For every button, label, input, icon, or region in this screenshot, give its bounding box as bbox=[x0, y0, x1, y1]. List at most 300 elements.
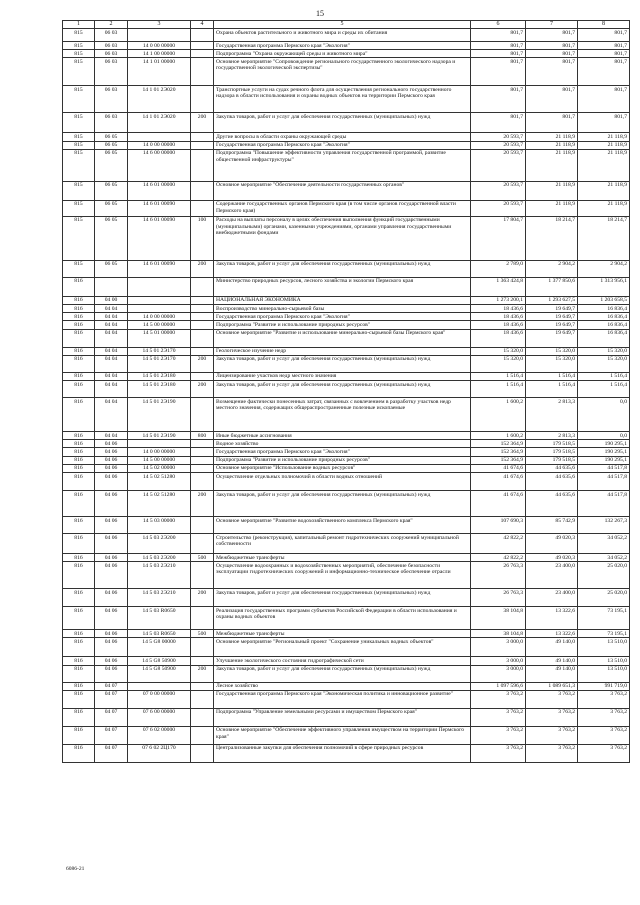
expense-type-cell bbox=[191, 682, 214, 690]
table-row bbox=[63, 744, 630, 762]
amount-year2-cell: 13 322,6 bbox=[526, 630, 578, 638]
dept-code-cell: 816 bbox=[63, 456, 95, 464]
item-name-cell: Централизованные закупки для обеспечения полномочий в сфере природных ресурсов bbox=[214, 744, 471, 762]
section-code-cell: 04 06 bbox=[95, 638, 128, 657]
target-article-cell: 14 1 01 00000 bbox=[128, 58, 191, 86]
expense-type-cell: 500 bbox=[191, 554, 214, 562]
amount-year2-cell: 13 322,6 bbox=[526, 607, 578, 630]
table-row bbox=[63, 665, 630, 682]
amount-year2-cell: 19 649,7 bbox=[526, 313, 578, 321]
section-code-cell: 04 04 bbox=[95, 398, 128, 432]
item-name-cell: Министерство природных ресурсов, лесного хозяйства и экологии Пермского края bbox=[214, 277, 471, 296]
section-code-cell: 04 06 bbox=[95, 456, 128, 464]
amount-year2-cell: 15 320,0 bbox=[526, 355, 578, 372]
dept-code-cell: 815 bbox=[63, 216, 95, 260]
target-article-cell: 07 0 00 00000 bbox=[128, 690, 191, 708]
amount-year3-cell: 21 118,9 bbox=[578, 181, 630, 200]
amount-year1-cell: 2 789,0 bbox=[471, 260, 526, 277]
amount-year3-cell: 1 516,4 bbox=[578, 381, 630, 398]
table-row bbox=[63, 372, 630, 380]
target-article-cell: 14 5 01 2Э190 bbox=[128, 398, 191, 432]
amount-year3-cell: 190 295,1 bbox=[578, 448, 630, 456]
expense-type-cell: 200 bbox=[191, 491, 214, 517]
target-article-cell: 14 6 01 00090 bbox=[128, 216, 191, 260]
section-code-cell: 06 05 bbox=[95, 133, 128, 141]
expense-type-cell: 200 bbox=[191, 113, 214, 133]
column-header: 5 bbox=[214, 21, 471, 29]
dept-code-cell: 815 bbox=[63, 58, 95, 86]
target-article-cell: 14 0 00 00000 bbox=[128, 313, 191, 321]
item-name-cell: Основное мероприятие "Сопровождение регионального государственного экологического надзора и государственной экологической экспертизы" bbox=[214, 58, 471, 86]
target-article-cell: 14 5 03 2Э200 bbox=[128, 534, 191, 554]
expense-type-cell bbox=[191, 321, 214, 329]
item-name-cell: Основное мероприятие "Обеспечение эффективного управления имуществом на территории Пермского края" bbox=[214, 726, 471, 744]
section-code-cell: 06 05 bbox=[95, 200, 128, 216]
table-row bbox=[63, 473, 630, 491]
table-row bbox=[63, 305, 630, 313]
dept-code-cell: 815 bbox=[63, 29, 95, 42]
amount-year2-cell: 19 649,7 bbox=[526, 321, 578, 329]
amount-year3-cell: 132 267,3 bbox=[578, 517, 630, 534]
item-name-cell: Основное мероприятие "Использование водных ресурсов" bbox=[214, 464, 471, 472]
table-row bbox=[63, 708, 630, 726]
item-name-cell: Основное мероприятие "Развитие и использование минерально-сырьевой базы Пермского края" bbox=[214, 329, 471, 347]
dept-code-cell: 816 bbox=[63, 657, 95, 665]
item-name-cell: Водное хозяйство bbox=[214, 440, 471, 448]
amount-year1-cell: 3 000,0 bbox=[471, 638, 526, 657]
section-code-cell: 06 05 bbox=[95, 260, 128, 277]
amount-year1-cell: 20 593,7 bbox=[471, 141, 526, 149]
amount-year2-cell: 21 118,9 bbox=[526, 133, 578, 141]
amount-year1-cell: 3 763,2 bbox=[471, 726, 526, 744]
item-name-cell: Государственная программа Пермского края "Экология" bbox=[214, 448, 471, 456]
amount-year3-cell: 13 510,0 bbox=[578, 638, 630, 657]
amount-year1-cell: 3 000,0 bbox=[471, 665, 526, 682]
expense-type-cell bbox=[191, 29, 214, 42]
table-row bbox=[63, 113, 630, 133]
amount-year1-cell: 3 763,2 bbox=[471, 708, 526, 726]
dept-code-cell: 816 bbox=[63, 313, 95, 321]
section-code-cell: 04 04 bbox=[95, 355, 128, 372]
amount-year3-cell: 44 517,8 bbox=[578, 464, 630, 472]
target-article-cell: 14 6 01 00090 bbox=[128, 260, 191, 277]
table-row bbox=[63, 329, 630, 347]
dept-code-cell: 815 bbox=[63, 141, 95, 149]
item-name-cell: Строительство (реконструкция), капитальный ремонт гидротехнических сооружений муниципальной собственности bbox=[214, 534, 471, 554]
target-article-cell: 14 5 01 2Э180 bbox=[128, 381, 191, 398]
amount-year2-cell: 49 020,3 bbox=[526, 534, 578, 554]
table-row bbox=[63, 50, 630, 58]
dept-code-cell: 816 bbox=[63, 440, 95, 448]
amount-year2-cell: 1 089 651,3 bbox=[526, 682, 578, 690]
amount-year1-cell: 801,7 bbox=[471, 58, 526, 86]
expense-type-cell bbox=[191, 86, 214, 113]
section-code-cell: 06 03 bbox=[95, 42, 128, 50]
section-code-cell: 04 04 bbox=[95, 381, 128, 398]
dept-code-cell: 816 bbox=[63, 554, 95, 562]
target-article-cell bbox=[128, 305, 191, 313]
amount-year3-cell: 3 763,2 bbox=[578, 744, 630, 762]
amount-year2-cell: 179 518,5 bbox=[526, 456, 578, 464]
amount-year1-cell: 3 763,2 bbox=[471, 744, 526, 762]
amount-year3-cell: 0,0 bbox=[578, 432, 630, 440]
amount-year1-cell: 1 600,2 bbox=[471, 398, 526, 432]
dept-code-cell: 815 bbox=[63, 200, 95, 216]
expense-type-cell bbox=[191, 473, 214, 491]
target-article-cell: 07 6 00 00000 bbox=[128, 708, 191, 726]
amount-year2-cell: 19 649,7 bbox=[526, 329, 578, 347]
item-name-cell: Закупка товаров, работ и услуг для обеспечения государственных (муниципальных) нужд bbox=[214, 491, 471, 517]
amount-year3-cell: 73 195,1 bbox=[578, 630, 630, 638]
target-article-cell bbox=[128, 440, 191, 448]
section-code-cell: 04 06 bbox=[95, 562, 128, 589]
amount-year1-cell: 42 822,2 bbox=[471, 554, 526, 562]
amount-year3-cell: 190 295,1 bbox=[578, 440, 630, 448]
dept-code-cell: 815 bbox=[63, 42, 95, 50]
item-name-cell: Геологическое изучение недр bbox=[214, 347, 471, 355]
amount-year3-cell: 21 118,9 bbox=[578, 149, 630, 181]
expense-type-cell bbox=[191, 534, 214, 554]
table-row bbox=[63, 554, 630, 562]
dept-code-cell: 816 bbox=[63, 665, 95, 682]
expense-type-cell bbox=[191, 744, 214, 762]
amount-year2-cell: 801,7 bbox=[526, 42, 578, 50]
item-name-cell: Основное мероприятие "Обеспечение деятельности государственных органов" bbox=[214, 181, 471, 200]
section-code-cell: 04 07 bbox=[95, 690, 128, 708]
item-name-cell: Закупка товаров, работ и услуг для обеспечения государственных (муниципальных) нужд bbox=[214, 381, 471, 398]
amount-year2-cell: 179 518,5 bbox=[526, 440, 578, 448]
dept-code-cell: 816 bbox=[63, 381, 95, 398]
section-code-cell: 06 05 bbox=[95, 216, 128, 260]
amount-year3-cell: 18 214,7 bbox=[578, 216, 630, 260]
target-article-cell: 14 5 03 2Э210 bbox=[128, 589, 191, 607]
expense-type-cell bbox=[191, 440, 214, 448]
dept-code-cell: 816 bbox=[63, 726, 95, 744]
expense-type-cell: 200 bbox=[191, 665, 214, 682]
amount-year2-cell: 179 518,5 bbox=[526, 448, 578, 456]
amount-year1-cell: 20 593,7 bbox=[471, 181, 526, 200]
dept-code-cell: 816 bbox=[63, 744, 95, 762]
dept-code-cell: 815 bbox=[63, 86, 95, 113]
amount-year1-cell: 20 593,7 bbox=[471, 149, 526, 181]
amount-year2-cell: 18 214,7 bbox=[526, 216, 578, 260]
expense-type-cell bbox=[191, 708, 214, 726]
dept-code-cell: 816 bbox=[63, 321, 95, 329]
amount-year3-cell: 13 510,0 bbox=[578, 665, 630, 682]
expense-type-cell bbox=[191, 296, 214, 304]
expense-type-cell: 200 bbox=[191, 381, 214, 398]
table-row bbox=[63, 690, 630, 708]
amount-year1-cell: 801,7 bbox=[471, 86, 526, 113]
column-header: 4 bbox=[191, 21, 214, 29]
item-name-cell: Закупка товаров, работ и услуг для обеспечения государственных (муниципальных) нужд bbox=[214, 260, 471, 277]
amount-year2-cell: 19 649,7 bbox=[526, 305, 578, 313]
amount-year2-cell: 21 118,9 bbox=[526, 200, 578, 216]
amount-year3-cell: 16 836,4 bbox=[578, 313, 630, 321]
amount-year2-cell: 85 742,9 bbox=[526, 517, 578, 534]
dept-code-cell: 815 bbox=[63, 149, 95, 181]
target-article-cell: 14 0 00 00000 bbox=[128, 448, 191, 456]
amount-year2-cell: 44 635,6 bbox=[526, 464, 578, 472]
amount-year3-cell: 21 118,9 bbox=[578, 133, 630, 141]
amount-year1-cell: 801,7 bbox=[471, 113, 526, 133]
section-code-cell: 04 04 bbox=[95, 313, 128, 321]
expense-type-cell bbox=[191, 149, 214, 181]
section-code-cell: 06 05 bbox=[95, 181, 128, 200]
table-row bbox=[63, 464, 630, 472]
table-row bbox=[63, 398, 630, 432]
item-name-cell: Закупка товаров, работ и услуг для обеспечения государственных (муниципальных) нужд bbox=[214, 355, 471, 372]
amount-year1-cell: 41 674,6 bbox=[471, 464, 526, 472]
amount-year1-cell: 20 593,7 bbox=[471, 200, 526, 216]
table-row bbox=[63, 86, 630, 113]
amount-year2-cell: 3 763,2 bbox=[526, 726, 578, 744]
table-row bbox=[63, 216, 630, 260]
section-code-cell: 06 03 bbox=[95, 29, 128, 42]
target-article-cell: 14 1 00 00000 bbox=[128, 50, 191, 58]
item-name-cell: Межбюджетные трансферты bbox=[214, 554, 471, 562]
table-row bbox=[63, 313, 630, 321]
table-row bbox=[63, 491, 630, 517]
amount-year1-cell: 1 363 424,8 bbox=[471, 277, 526, 296]
amount-year3-cell: 801,7 bbox=[578, 58, 630, 86]
amount-year2-cell: 2 904,2 bbox=[526, 260, 578, 277]
expense-type-cell bbox=[191, 200, 214, 216]
table-row bbox=[63, 149, 630, 181]
amount-year3-cell: 15 320,0 bbox=[578, 347, 630, 355]
amount-year3-cell: 25 020,0 bbox=[578, 589, 630, 607]
dept-code-cell: 816 bbox=[63, 277, 95, 296]
amount-year3-cell: 15 320,0 bbox=[578, 355, 630, 372]
amount-year2-cell: 3 763,2 bbox=[526, 690, 578, 708]
item-name-cell: Возмещение фактически понесенных затрат, связанных с вовлечением в разработку участков недр местного значения, содержащих общераспространенные полезные ископаемые bbox=[214, 398, 471, 432]
section-code-cell: 06 03 bbox=[95, 50, 128, 58]
table-row bbox=[63, 181, 630, 200]
amount-year2-cell: 801,7 bbox=[526, 86, 578, 113]
amount-year1-cell: 1 097 596,6 bbox=[471, 682, 526, 690]
table-row bbox=[63, 321, 630, 329]
target-article-cell: 14 0 00 00000 bbox=[128, 141, 191, 149]
target-article-cell: 14 5 02 00000 bbox=[128, 464, 191, 472]
table-row bbox=[63, 630, 630, 638]
section-code-cell: 04 06 bbox=[95, 517, 128, 534]
amount-year2-cell: 21 118,9 bbox=[526, 141, 578, 149]
item-name-cell: Охрана объектов растительного и животного мира и среды их обитания bbox=[214, 29, 471, 42]
item-name-cell: Реализация государственных программ субъектов Российской Федерации в области использования и охраны водных объектов bbox=[214, 607, 471, 630]
amount-year2-cell: 2 813,3 bbox=[526, 432, 578, 440]
item-name-cell: Воспроизводство минерально-сырьевой базы bbox=[214, 305, 471, 313]
section-code-cell: 04 06 bbox=[95, 448, 128, 456]
target-article-cell: 14 0 00 00000 bbox=[128, 42, 191, 50]
column-header: 8 bbox=[578, 21, 630, 29]
dept-code-cell: 815 bbox=[63, 113, 95, 133]
amount-year2-cell: 44 635,6 bbox=[526, 473, 578, 491]
amount-year3-cell: 801,7 bbox=[578, 50, 630, 58]
table-row bbox=[63, 657, 630, 665]
item-name-cell: Закупка товаров, работ и услуг для обеспечения государственных (муниципальных) нужд bbox=[214, 113, 471, 133]
target-article-cell: 14 5 03 2Э210 bbox=[128, 562, 191, 589]
item-name-cell: Иные бюджетные ассигнования bbox=[214, 432, 471, 440]
expense-type-cell bbox=[191, 50, 214, 58]
table-row bbox=[63, 355, 630, 372]
amount-year3-cell: 801,7 bbox=[578, 113, 630, 133]
amount-year2-cell: 801,7 bbox=[526, 113, 578, 133]
table-row bbox=[63, 562, 630, 589]
item-name-cell: Закупка товаров, работ и услуг для обеспечения государственных (муниципальных) нужд bbox=[214, 589, 471, 607]
column-header-row bbox=[63, 21, 630, 29]
amount-year1-cell: 152 364,9 bbox=[471, 456, 526, 464]
target-article-cell: 14 1 01 2Э020 bbox=[128, 86, 191, 113]
expense-type-cell bbox=[191, 607, 214, 630]
amount-year3-cell: 13 510,0 bbox=[578, 657, 630, 665]
section-code-cell: 04 06 bbox=[95, 473, 128, 491]
expense-type-cell bbox=[191, 141, 214, 149]
table-row bbox=[63, 260, 630, 277]
expense-type-cell bbox=[191, 690, 214, 708]
amount-year2-cell: 1 293 627,5 bbox=[526, 296, 578, 304]
item-name-cell: НАЦИОНАЛЬНАЯ ЭКОНОМИКА bbox=[214, 296, 471, 304]
section-code-cell: 04 06 bbox=[95, 534, 128, 554]
amount-year1-cell: 18 436,6 bbox=[471, 321, 526, 329]
column-header: 1 bbox=[63, 21, 95, 29]
expense-type-cell bbox=[191, 517, 214, 534]
target-article-cell: 14 5 01 2Э190 bbox=[128, 432, 191, 440]
item-name-cell: Государственная программа Пермского края "Экология" bbox=[214, 313, 471, 321]
dept-code-cell: 816 bbox=[63, 448, 95, 456]
expense-type-cell: 100 bbox=[191, 216, 214, 260]
expense-type-cell bbox=[191, 398, 214, 432]
amount-year1-cell: 41 674,6 bbox=[471, 491, 526, 517]
item-name-cell: Расходы на выплаты персоналу в целях обеспечения выполнения функций государственными (муниципальными) органами, казенными учреждениями, органами управления государственными внебюджетными фондами bbox=[214, 216, 471, 260]
expense-type-cell bbox=[191, 313, 214, 321]
column-header: 2 bbox=[95, 21, 128, 29]
item-name-cell: Государственная программа Пермского края "Экология" bbox=[214, 141, 471, 149]
section-code-cell: 04 07 bbox=[95, 682, 128, 690]
page-number: 15 bbox=[316, 9, 324, 18]
table-row bbox=[63, 200, 630, 216]
expense-type-cell bbox=[191, 277, 214, 296]
expense-type-cell bbox=[191, 58, 214, 86]
item-name-cell: Подпрограмма "Охрана окружающей среды и животного мира" bbox=[214, 50, 471, 58]
table-row bbox=[63, 517, 630, 534]
item-name-cell: Осуществление отдельных полномочий в области водных отношений bbox=[214, 473, 471, 491]
amount-year2-cell: 21 118,9 bbox=[526, 181, 578, 200]
amount-year2-cell: 23 400,0 bbox=[526, 562, 578, 589]
expense-type-cell bbox=[191, 181, 214, 200]
amount-year3-cell: 34 052,2 bbox=[578, 554, 630, 562]
table-row bbox=[63, 726, 630, 744]
amount-year1-cell: 26 763,3 bbox=[471, 562, 526, 589]
dept-code-cell: 815 bbox=[63, 50, 95, 58]
item-name-cell: Транспортные услуги на судах речного флота для осуществления регионального государственного надзора в области использования и охраны водных объектов на территории Пермского края bbox=[214, 86, 471, 113]
section-code-cell: 04 06 bbox=[95, 607, 128, 630]
dept-code-cell: 816 bbox=[63, 355, 95, 372]
expense-type-cell bbox=[191, 638, 214, 657]
dept-code-cell: 815 bbox=[63, 133, 95, 141]
target-article-cell: 14 6 01 00090 bbox=[128, 200, 191, 216]
section-code-cell bbox=[95, 277, 128, 296]
dept-code-cell: 816 bbox=[63, 296, 95, 304]
section-code-cell: 04 06 bbox=[95, 554, 128, 562]
expense-type-cell bbox=[191, 464, 214, 472]
item-name-cell: Основное мероприятие "Региональный проект "Сохранение уникальных водных объектов" bbox=[214, 638, 471, 657]
document-code: 6086-21 bbox=[66, 866, 85, 872]
item-name-cell: Содержание государственных органов Пермского края (в том числе органов государственной власти Пермского края) bbox=[214, 200, 471, 216]
dept-code-cell: 816 bbox=[63, 372, 95, 380]
column-header: 7 bbox=[526, 21, 578, 29]
section-code-cell: 04 06 bbox=[95, 657, 128, 665]
table-row bbox=[63, 381, 630, 398]
dept-code-cell: 816 bbox=[63, 708, 95, 726]
item-name-cell: Государственная программа Пермского края "Экономическая политика и инновационное развитие" bbox=[214, 690, 471, 708]
dept-code-cell: 816 bbox=[63, 630, 95, 638]
table-row bbox=[63, 432, 630, 440]
target-article-cell: 07 6 02 00000 bbox=[128, 726, 191, 744]
dept-code-cell: 816 bbox=[63, 473, 95, 491]
item-name-cell: Закупка товаров, работ и услуг для обеспечения государственных (муниципальных) нужд bbox=[214, 665, 471, 682]
column-header: 6 bbox=[471, 21, 526, 29]
dept-code-cell: 815 bbox=[63, 260, 95, 277]
target-article-cell: 14 1 01 2Э020 bbox=[128, 113, 191, 133]
dept-code-cell: 816 bbox=[63, 607, 95, 630]
amount-year1-cell: 38 104,8 bbox=[471, 630, 526, 638]
table-row bbox=[63, 638, 630, 657]
table-row bbox=[63, 277, 630, 296]
target-article-cell: 14 5 G8 50900 bbox=[128, 657, 191, 665]
target-article-cell: 14 5 02 51280 bbox=[128, 473, 191, 491]
item-name-cell: Государственная программа Пермского края "Экология" bbox=[214, 42, 471, 50]
table-row bbox=[63, 42, 630, 50]
amount-year3-cell: 1 203 658,5 bbox=[578, 296, 630, 304]
amount-year1-cell: 15 320,0 bbox=[471, 347, 526, 355]
amount-year3-cell: 44 517,8 bbox=[578, 491, 630, 517]
amount-year2-cell: 21 118,9 bbox=[526, 149, 578, 181]
section-code-cell: 04 07 bbox=[95, 708, 128, 726]
table-row bbox=[63, 29, 630, 42]
amount-year3-cell: 1 516,4 bbox=[578, 372, 630, 380]
amount-year1-cell: 801,7 bbox=[471, 29, 526, 42]
amount-year1-cell: 15 320,0 bbox=[471, 355, 526, 372]
item-name-cell: Основное мероприятие "Развитие водохозяйственного комплекса Пермского края" bbox=[214, 517, 471, 534]
amount-year2-cell: 801,7 bbox=[526, 58, 578, 86]
item-name-cell: Подпрограмма "Управление земельными ресурсами и имуществом Пермского края" bbox=[214, 708, 471, 726]
target-article-cell bbox=[128, 296, 191, 304]
amount-year2-cell: 49 020,3 bbox=[526, 554, 578, 562]
target-article-cell: 14 5 03 2Э200 bbox=[128, 554, 191, 562]
amount-year2-cell: 49 140,0 bbox=[526, 638, 578, 657]
table-row bbox=[63, 347, 630, 355]
amount-year3-cell: 3 763,2 bbox=[578, 690, 630, 708]
expense-type-cell bbox=[191, 657, 214, 665]
column-header: 3 bbox=[128, 21, 191, 29]
amount-year1-cell: 152 364,9 bbox=[471, 440, 526, 448]
amount-year2-cell: 1 377 850,6 bbox=[526, 277, 578, 296]
target-article-cell: 14 6 00 00000 bbox=[128, 149, 191, 181]
amount-year3-cell: 73 195,1 bbox=[578, 607, 630, 630]
section-code-cell: 04 06 bbox=[95, 665, 128, 682]
dept-code-cell: 816 bbox=[63, 690, 95, 708]
item-name-cell: Подпрограмма "Развитие и использование природных ресурсов" bbox=[214, 321, 471, 329]
table-row bbox=[63, 607, 630, 630]
expense-type-cell bbox=[191, 305, 214, 313]
amount-year3-cell: 16 836,4 bbox=[578, 321, 630, 329]
amount-year1-cell: 38 104,8 bbox=[471, 607, 526, 630]
table-row bbox=[63, 589, 630, 607]
table-row bbox=[63, 534, 630, 554]
section-code-cell: 04 07 bbox=[95, 726, 128, 744]
section-code-cell: 06 05 bbox=[95, 149, 128, 181]
amount-year3-cell: 991 719,0 bbox=[578, 682, 630, 690]
